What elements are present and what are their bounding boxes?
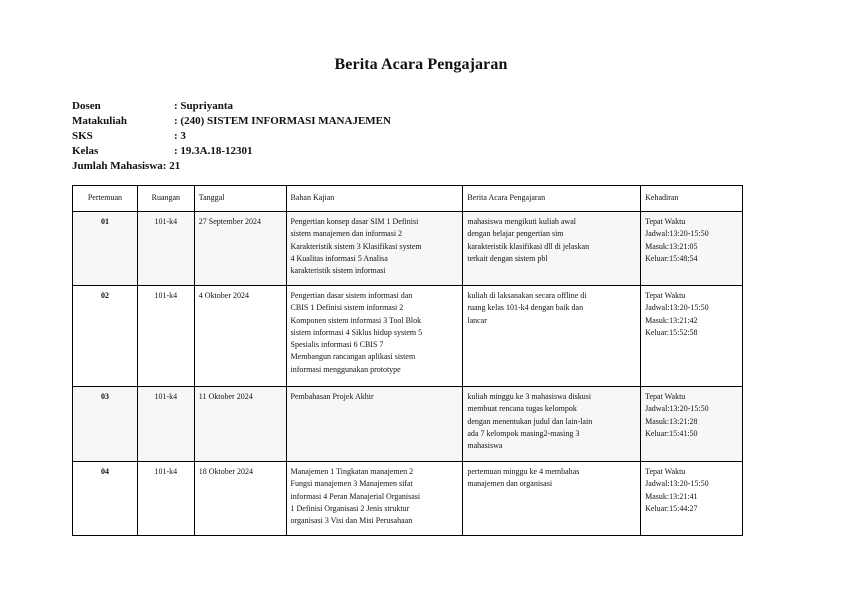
cell-bahan-kajian bbox=[286, 212, 463, 286]
text-line: pertemuan minggu ke 4 membahas bbox=[467, 467, 580, 476]
text-line: Membangun rancangan aplikasi sistem bbox=[290, 352, 416, 362]
cell-tanggal: 27 September 2024 bbox=[194, 212, 286, 286]
text-line: membuat rencana tugas kelompok bbox=[467, 404, 577, 414]
info-row-matakuliah bbox=[72, 114, 391, 129]
cell-tanggal: 18 Oktober 2024 bbox=[194, 462, 286, 536]
table-row bbox=[73, 212, 743, 286]
info-value: : 21 bbox=[162, 160, 181, 172]
cell-kehadiran bbox=[641, 387, 743, 462]
cell-bahan-kajian bbox=[286, 387, 463, 462]
info-label: Matakuliah bbox=[72, 115, 128, 127]
cell-berita-acara bbox=[463, 286, 641, 387]
cell-pertemuan: 03 bbox=[73, 387, 138, 462]
text-line: Komponen sistem informasi 3 Tool Blok bbox=[290, 315, 422, 325]
text-line: Masuk:13:21:05 bbox=[645, 241, 698, 251]
text-line: Keluar:15:44:27 bbox=[645, 503, 698, 513]
info-row-kelas bbox=[72, 144, 391, 159]
cell-ruangan: 101-k4 bbox=[137, 286, 194, 387]
text-line: Manajemen 1 Tingkatan manajemen 2 bbox=[290, 467, 414, 476]
text-line: Tepat Waktu bbox=[645, 392, 686, 401]
info-row-sks bbox=[72, 129, 391, 144]
cell-ruangan: 101-k4 bbox=[137, 387, 194, 462]
text-line: Pembahasan Projek Akhir bbox=[290, 392, 374, 401]
cell-bahan-kajian bbox=[286, 462, 463, 536]
header-kehadiran: Kehadiran bbox=[641, 186, 743, 212]
text-line: ruang kelas 101-k4 dengan baik dan bbox=[467, 303, 584, 313]
cell-tanggal: 11 Oktober 2024 bbox=[194, 387, 286, 462]
cell-ruangan: 101-k4 bbox=[137, 212, 194, 286]
text-line: mahasiswa mengikuti kuliah awal bbox=[467, 217, 576, 226]
text-line: Pengertian konsep dasar SIM 1 Definisi bbox=[290, 217, 419, 226]
text-line: Tepat Waktu bbox=[645, 217, 686, 226]
text-line: Pengertian dasar sistem informasi dan bbox=[290, 291, 413, 300]
info-value: : 3 bbox=[174, 130, 186, 142]
cell-pertemuan: 01 bbox=[73, 212, 138, 286]
text-line: informasi menggunakan prototype bbox=[290, 364, 401, 374]
header-tanggal: Tanggal bbox=[194, 186, 286, 212]
text-line: terkait dengan sistem pbl bbox=[467, 253, 548, 263]
text-line: Jadwal:13:20-15:50 bbox=[645, 229, 709, 239]
cell-berita-acara bbox=[463, 212, 641, 286]
text-line: Karakteristik sistem 3 Klasifikasi system bbox=[290, 241, 422, 251]
text-line: Jadwal:13:20-15:50 bbox=[645, 303, 709, 313]
text-line: karakteristik klasifikasi dll di jelaskan bbox=[467, 241, 590, 251]
text-line: sistem manajemen dan informasi 2 bbox=[290, 229, 403, 239]
text-line: Jadwal:13:20-15:50 bbox=[645, 404, 709, 414]
cell-berita-acara bbox=[463, 462, 641, 536]
text-line: 1 Definisi Organisasi 2 Jenis struktur bbox=[290, 503, 410, 513]
course-info bbox=[72, 99, 391, 174]
text-line: sistem informasi 4 Siklus hidup system 5 bbox=[290, 327, 423, 337]
text-line: kuliah di laksanakan secara offline di bbox=[467, 291, 587, 300]
text-line: Fungsi manajemen 3 Manajemen sifat bbox=[290, 479, 413, 489]
text-line: 4 Kualitas informasi 5 Analisa bbox=[290, 253, 388, 263]
info-row-jumlah-mahasiswa bbox=[72, 159, 391, 174]
text-line: manajemen dan organisasi bbox=[467, 479, 553, 489]
info-label: Kelas bbox=[72, 145, 99, 157]
text-line: dengan menentukan judul dan lain-lain bbox=[467, 416, 593, 426]
text-line: Tepat Waktu bbox=[645, 291, 686, 300]
text-line: karakteristik sistem informasi bbox=[290, 266, 386, 276]
info-value: : (240) SISTEM INFORMASI MANAJEMEN bbox=[174, 115, 391, 127]
cell-berita-acara bbox=[463, 387, 641, 462]
cell-kehadiran bbox=[641, 286, 743, 387]
text-line: Keluar:15:52:58 bbox=[645, 327, 698, 337]
header-pertemuan: Pertemuan bbox=[73, 186, 138, 212]
text-line: dengan belajar pengertian sim bbox=[467, 229, 564, 239]
text-line: Jadwal:13:20-15:50 bbox=[645, 479, 709, 489]
info-label: Dosen bbox=[72, 100, 101, 112]
text-line: Spesialis informasi 6 CBIS 7 bbox=[290, 340, 384, 350]
cell-pertemuan: 04 bbox=[73, 462, 138, 536]
text-line: ada 7 kelompok masing2-masing 3 bbox=[467, 428, 580, 438]
cell-pertemuan: 02 bbox=[73, 286, 138, 387]
text-line: Tepat Waktu bbox=[645, 467, 686, 476]
cell-ruangan: 101-k4 bbox=[137, 462, 194, 536]
table-row bbox=[73, 387, 743, 462]
info-value: : 19.3A.18-12301 bbox=[174, 145, 253, 157]
text-line: Masuk:13:21:41 bbox=[645, 491, 698, 501]
table-header-row bbox=[73, 186, 743, 212]
table-row bbox=[73, 462, 743, 536]
text-line: mahasiswa bbox=[467, 441, 503, 451]
table-row bbox=[73, 286, 743, 387]
cell-tanggal: 4 Oktober 2024 bbox=[194, 286, 286, 387]
cell-kehadiran bbox=[641, 462, 743, 536]
text-line: informasi 4 Peran Manajerial Organisasi bbox=[290, 491, 421, 501]
info-row-dosen bbox=[72, 99, 391, 114]
info-label: Jumlah Mahasiswa bbox=[72, 160, 163, 172]
header-berita-acara: Berita Acara Pengajaran bbox=[463, 186, 641, 212]
text-line: Keluar:15:41:50 bbox=[645, 428, 698, 438]
text-line: organisasi 3 Visi dan Misi Perusahaan bbox=[290, 516, 413, 526]
teaching-report-table bbox=[72, 185, 743, 536]
text-line: CBIS 1 Definisi sistem informasi 2 bbox=[290, 303, 404, 313]
page-title: Berita Acara Pengajaran bbox=[334, 56, 508, 73]
text-line: lancar bbox=[467, 315, 487, 325]
header-ruangan: Ruangan bbox=[137, 186, 194, 212]
info-label: SKS bbox=[72, 130, 93, 142]
info-value: : Supriyanta bbox=[174, 100, 233, 112]
text-line: Keluar:15:48:54 bbox=[645, 253, 698, 263]
cell-kehadiran bbox=[641, 212, 743, 286]
cell-bahan-kajian bbox=[286, 286, 463, 387]
text-line: Masuk:13:21:28 bbox=[645, 416, 698, 426]
header-bahan-kajian: Bahan Kajian bbox=[286, 186, 463, 212]
text-line: kuliah minggu ke 3 mahasiswa diskusi bbox=[467, 392, 592, 401]
text-line: Masuk:13:21:42 bbox=[645, 315, 698, 325]
